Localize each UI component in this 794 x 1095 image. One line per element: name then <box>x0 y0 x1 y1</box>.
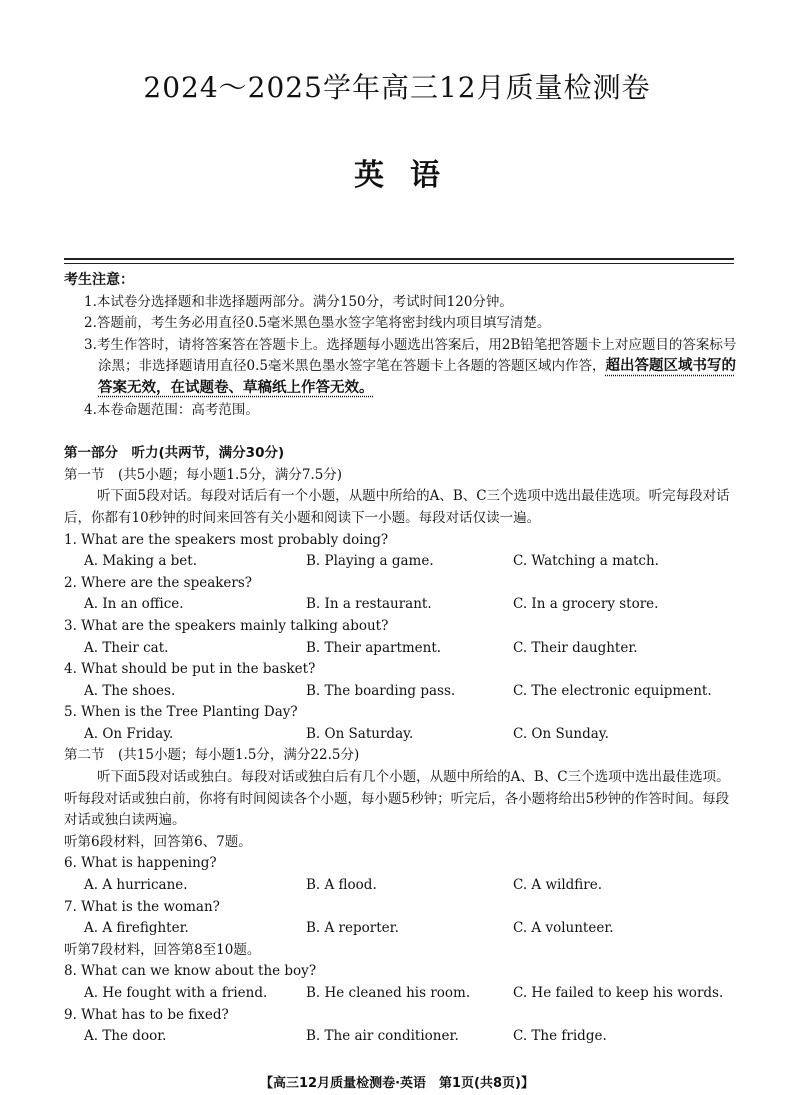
spacer <box>64 421 740 443</box>
section1-instruction: 听下面5段对话。每段对话后有一个小题，从题中所给的A、B、C三个选项中选出最佳选项。听完每段对话后，你都有10秒钟的时间来回答有关小题和阅读下一小题。每段对话仅读一遍。 <box>64 488 730 526</box>
option-b: B. The air conditioner. <box>306 1028 459 1045</box>
option-c: C. A volunteer. <box>513 920 614 937</box>
question-9: 9. What has to be fixed? <box>64 1006 229 1023</box>
notice-item-1: 1.本试卷分选择题和非选择题两部分。满分150分，考试时间120分钟。 <box>84 293 513 310</box>
option-b: B. In a restaurant. <box>306 596 432 613</box>
section2-instruction: 听下面5段对话或独白。每段对话或独白后有几个小题，从题中所给的A、B、C三个选项中选出最佳选项。听每段对话或独白前，你将有时间阅读各个小题，每小题5秒钟；听完后，各小题将给出5秒钟的作答时间。每段对话或独白读两遍。 <box>64 769 730 829</box>
option-a: A. On Friday. <box>84 725 174 742</box>
option-a: A. Making a bet. <box>84 553 198 570</box>
exam-title: 2024～2025学年高三12月质量检测卷 <box>143 71 651 104</box>
option-b: B. Their apartment. <box>306 639 442 656</box>
option-c: C. In a grocery store. <box>513 596 659 613</box>
options-5 <box>64 724 740 746</box>
page-content <box>64 270 740 1048</box>
notice-heading: 考生注意： <box>64 272 134 288</box>
section2-heading: 第二节 (共15小题；每小题1.5分，满分22.5分) <box>64 747 360 764</box>
option-c: C. A wildfire. <box>513 877 603 894</box>
option-c: C. The fridge. <box>513 1028 607 1045</box>
option-a: A. A hurricane. <box>84 877 188 894</box>
option-a: A. The shoes. <box>84 682 176 699</box>
option-a: A. In an office. <box>84 596 184 613</box>
options-6 <box>64 875 740 897</box>
material-7-heading: 听第7段材料，回答第8至10题。 <box>64 941 261 958</box>
question-1: 1. What are the speakers most probably doing? <box>64 531 389 548</box>
option-b: B. Playing a game. <box>306 553 434 570</box>
option-a: A. A firefighter. <box>84 920 189 937</box>
question-5: 5. When is the Tree Planting Day? <box>64 704 298 721</box>
question-6: 6. What is happening? <box>64 855 217 872</box>
question-3: 3. What are the speakers mainly talking about? <box>64 617 389 634</box>
option-a: A. He fought with a friend. <box>84 985 268 1001</box>
question-7: 7. What is the woman? <box>64 898 220 915</box>
part1-heading: 第一部分 听力(共两节，满分30分) <box>64 445 285 462</box>
header-rule-thin <box>64 263 734 264</box>
notice-item-2: 2.答题前，考生务必用直径0.5毫米黑色墨水签字笔将密封线内项目填写清楚。 <box>84 315 551 332</box>
page-footer: 【高三12月质量检测卷·英语 第1页(共8页)】 <box>259 1076 534 1091</box>
question-8: 8. What can we know about the boy? <box>64 963 317 980</box>
section1-heading: 第一节 (共5小题；每小题1.5分，满分7.5分) <box>64 466 343 483</box>
option-c: C. Their daughter. <box>513 639 638 656</box>
subject-title: 英语 <box>354 158 466 193</box>
option-a: A. The door. <box>84 1028 167 1045</box>
options-7 <box>64 918 740 940</box>
option-c: C. He failed to keep his words. <box>513 985 724 1001</box>
options-2 <box>64 594 740 616</box>
option-b: B. On Saturday. <box>306 725 414 742</box>
option-c: C. The electronic equipment. <box>513 682 712 699</box>
option-c: C. Watching a match. <box>513 553 659 570</box>
options-8 <box>64 983 740 1005</box>
option-b: B. A flood. <box>306 877 377 894</box>
material-6-heading: 听第6段材料，回答第6、7题。 <box>64 833 252 850</box>
option-a: A. Their cat. <box>84 639 169 656</box>
option-b: B. The boarding pass. <box>306 682 456 699</box>
options-1 <box>64 551 740 573</box>
option-b: B. A reporter. <box>306 920 399 937</box>
notice-item-3-text: 3.考生作答时，请将答案答在答题卡上。选择题每小题选出答案后，用2B铅笔把答题卡上对应题目的答案标号涂黑；非选择题请用直径0.5毫米黑色墨水签字笔在答题卡上各题的答题区域内作答， <box>84 336 737 375</box>
notice-item-3 <box>64 335 740 400</box>
options-3 <box>64 638 740 660</box>
options-9 <box>64 1026 740 1048</box>
question-4: 4. What should be put in the basket? <box>64 661 316 678</box>
header-rule-thick <box>64 258 734 260</box>
question-2: 2. Where are the speakers? <box>64 574 253 591</box>
option-c: C. On Sunday. <box>513 725 609 742</box>
notice-item-4: 4.本卷命题范围：高考范围。 <box>84 401 259 418</box>
notice-item-3-emphasis: 超出答题区域书写的答案无效，在试题卷、草稿纸上作答无效。 <box>98 358 736 396</box>
options-4 <box>64 681 740 703</box>
option-b: B. He cleaned his room. <box>306 985 471 1001</box>
